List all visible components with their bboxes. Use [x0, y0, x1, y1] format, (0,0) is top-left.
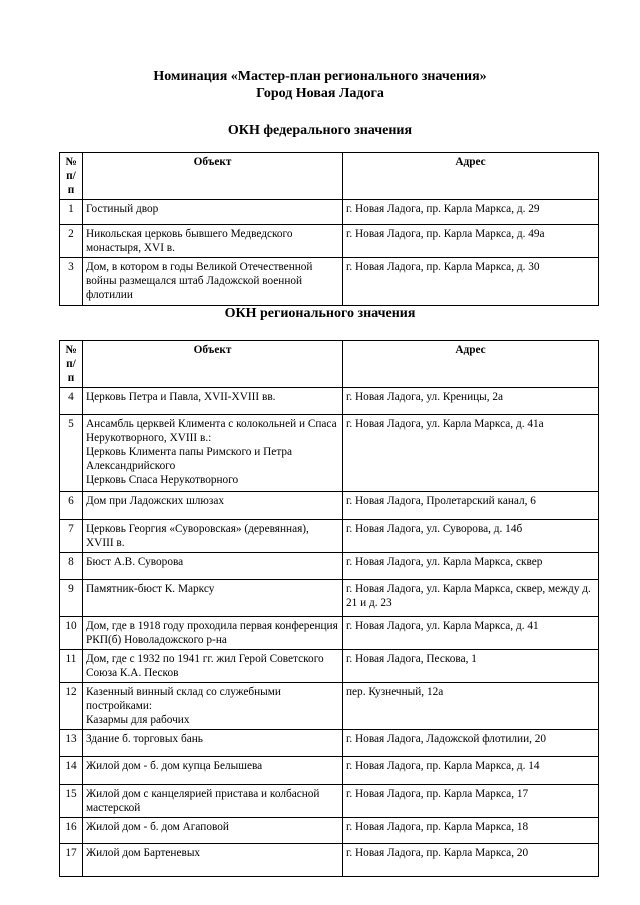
row-number: 15: [60, 785, 83, 818]
row-address: г. Новая Ладога, пр. Карла Маркса, д. 14: [343, 757, 599, 785]
row-number: 13: [60, 730, 83, 757]
row-number: 7: [60, 520, 83, 553]
row-object: Дом при Ладожских шлюзах: [83, 492, 343, 520]
row-object: Бюст А.В. Суворова: [83, 553, 343, 580]
row-number: 5: [60, 415, 83, 492]
table-row: [60, 553, 599, 580]
col-address-header: Адрес: [343, 341, 599, 388]
row-address: пер. Кузнечный, 12а: [343, 683, 599, 730]
regional-table-header: [60, 341, 599, 388]
row-object: Дом, где в 1918 году проходила первая конференция РКП(б) Новоладожского р-на: [83, 617, 343, 650]
row-number: 17: [60, 844, 83, 877]
row-number: 11: [60, 650, 83, 683]
row-address: г. Новая Ладога, Пескова, 1: [343, 650, 599, 683]
table-row: [60, 258, 599, 306]
table-row: [60, 388, 599, 415]
row-number: 10: [60, 617, 83, 650]
table-row: [60, 200, 599, 225]
table-row: [60, 785, 599, 818]
regional-heading: ОКН регионального значения: [224, 306, 416, 321]
row-address: г. Новая Ладога, Ладожской флотилии, 20: [343, 730, 599, 757]
row-number: 6: [60, 492, 83, 520]
federal-heading: ОКН федерального значения: [227, 123, 413, 138]
col-address-header: Адрес: [343, 153, 599, 200]
row-address: г. Новая Ладога, ул. Карла Маркса, сквер: [343, 553, 599, 580]
row-number: 3: [60, 258, 83, 306]
row-object: Жилой дом Бартеневых: [83, 844, 343, 877]
row-object: Гостиный двор: [83, 200, 343, 225]
row-address: г. Новая Ладога, пр. Карла Маркса, д. 29: [343, 200, 599, 225]
table-row: [60, 818, 599, 844]
row-address: г. Новая Ладога, ул. Карла Маркса, д. 41: [343, 617, 599, 650]
row-object: Никольская церковь бывшего Медведского монастыря, XVI в.: [83, 225, 343, 258]
row-address: г. Новая Ладога, пр. Карла Маркса, д. 30: [343, 258, 599, 306]
federal-table-header: [60, 153, 599, 200]
row-address: г. Новая Ладога, пр. Карла Маркса, 18: [343, 818, 599, 844]
table-row: [60, 492, 599, 520]
federal-table: [59, 152, 599, 306]
row-object: Дом, в котором в годы Великой Отечественной войны размещался штаб Ладожской военной флотилии: [83, 258, 343, 306]
row-address: г. Новая Ладога, ул. Карла Маркса, сквер, между д. 21 и д. 23: [343, 580, 599, 617]
row-address: г. Новая Ладога, ул. Креницы, 2а: [343, 388, 599, 415]
row-address: г. Новая Ладога, Пролетарский канал, 6: [343, 492, 599, 520]
row-object: Дом, где с 1932 по 1941 гг. жил Герой Советского Союза К.А. Песков: [83, 650, 343, 683]
row-address: г. Новая Ладога, ул. Карла Маркса, д. 41а: [343, 415, 599, 492]
row-object: Церковь Петра и Павла, XVII-XVIII вв.: [83, 388, 343, 415]
table-row: [60, 844, 599, 877]
row-number: 14: [60, 757, 83, 785]
document-title-line1: Номинация «Мастер-план регионального значения»: [153, 69, 487, 84]
row-object: Жилой дом - б. дом Агаповой: [83, 818, 343, 844]
row-address: г. Новая Ладога, пр. Карла Маркса, 20: [343, 844, 599, 877]
row-object: Казенный винный склад со служебными постройками: Казармы для рабочих: [83, 683, 343, 730]
document-title-line2: Город Новая Ладога: [256, 86, 384, 101]
row-object: Ансамбль церквей Климента с колокольней и Спаса Нерукотворного, XVIII в.: Церковь Климента папы Римского и Петра Александрийского Церковь Спаса Нерукотворного: [83, 415, 343, 492]
federal-rows: [60, 200, 599, 306]
row-address: г. Новая Ладога, пр. Карла Маркса, 17: [343, 785, 599, 818]
row-number: 2: [60, 225, 83, 258]
col-object-header: Объект: [83, 341, 343, 388]
regional-table: [59, 340, 599, 877]
table-row: [60, 520, 599, 553]
row-object: Здание б. торговых бань: [83, 730, 343, 757]
row-object: Жилой дом - б. дом купца Белышева: [83, 757, 343, 785]
col-num-header: № п/п: [60, 153, 83, 200]
row-object: Церковь Георгия «Суворовская» (деревянная), XVIII в.: [83, 520, 343, 553]
table-row: [60, 580, 599, 617]
table-row: [60, 225, 599, 258]
table-row: [60, 757, 599, 785]
table-row: [60, 683, 599, 730]
row-address: г. Новая Ладога, ул. Суворова, д. 14б: [343, 520, 599, 553]
table-row: [60, 650, 599, 683]
row-object: Жилой дом с канцелярией пристава и колбасной мастерской: [83, 785, 343, 818]
row-object: Памятник-бюст К. Марксу: [83, 580, 343, 617]
row-number: 1: [60, 200, 83, 225]
regional-rows: [60, 388, 599, 877]
table-row: [60, 617, 599, 650]
row-address: г. Новая Ладога, пр. Карла Маркса, д. 49а: [343, 225, 599, 258]
table-row: [60, 730, 599, 757]
row-number: 16: [60, 818, 83, 844]
col-num-header: № п/п: [60, 341, 83, 388]
row-number: 12: [60, 683, 83, 730]
row-number: 4: [60, 388, 83, 415]
col-object-header: Объект: [83, 153, 343, 200]
row-number: 9: [60, 580, 83, 617]
table-row: [60, 415, 599, 492]
row-number: 8: [60, 553, 83, 580]
